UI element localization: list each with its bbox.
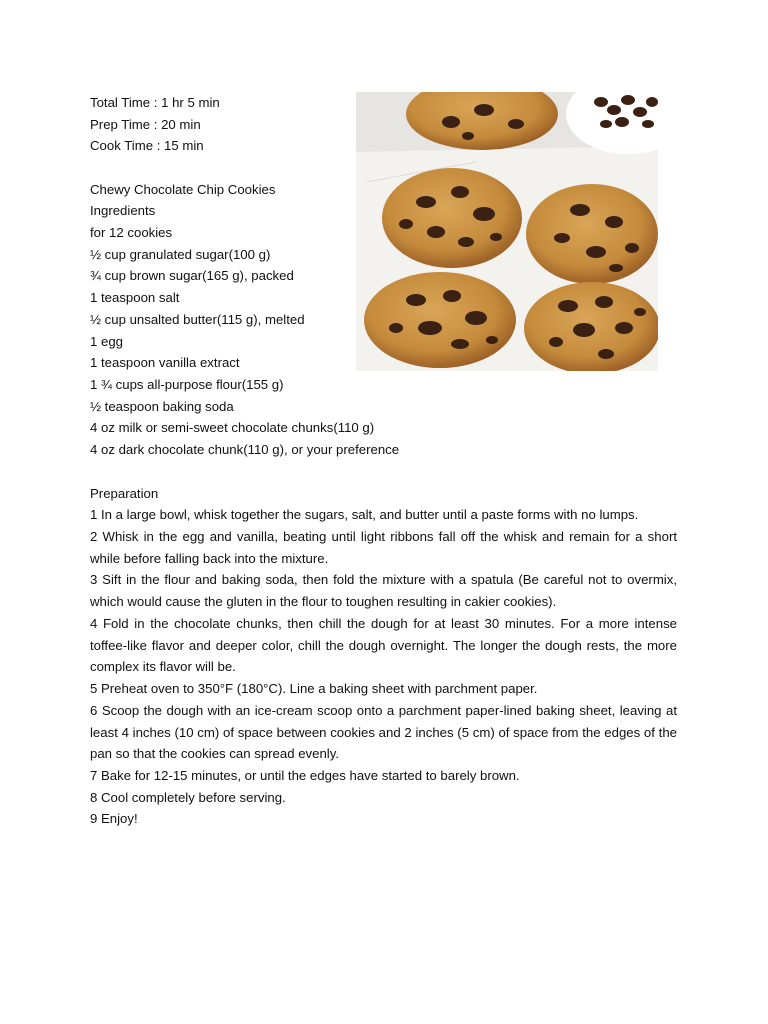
- cookie: [364, 272, 516, 368]
- cook-time: Cook Time : 15 min: [90, 138, 204, 153]
- ingredient-item: 1 teaspoon salt: [90, 290, 180, 305]
- cookie: [524, 282, 658, 371]
- cookie: [382, 168, 522, 268]
- step-item: 5 Preheat oven to 350°F (180°C). Line a baking sheet with parchment paper.: [90, 681, 538, 696]
- ingredient-item: 1 ¾ cups all-purpose flour(155 g): [90, 377, 284, 392]
- total-time: Total Time : 1 hr 5 min: [90, 95, 220, 110]
- step-item: 1 In a large bowl, whisk together the sugars, salt, and butter until a paste forms with no lumps.: [90, 507, 639, 522]
- cookie: [526, 184, 658, 284]
- preparation-heading: Preparation: [90, 486, 159, 501]
- step-item: 8 Cool completely before serving.: [90, 790, 286, 805]
- recipe-title: Chewy Chocolate Chip Cookies: [90, 182, 276, 197]
- step-item: 7 Bake for 12-15 minutes, or until the edges have started to barely brown.: [90, 768, 520, 783]
- ingredients-heading: Ingredients: [90, 203, 156, 218]
- ingredient-item: ½ cup granulated sugar(100 g): [90, 247, 271, 262]
- ingredient-item: 1 egg: [90, 334, 124, 349]
- cookies-illustration: [356, 92, 658, 371]
- step-item: 3 Sift in the flour and baking soda, then fold the mixture with a spatula (Be careful not to overmix, which would cause the gluten in the flour to toughen resulting in cakier cookies).: [90, 572, 677, 609]
- ingredient-item: 4 oz dark chocolate chunk(110 g), or your preference: [90, 442, 400, 457]
- step-item: 9 Enjoy!: [90, 811, 138, 826]
- servings: for 12 cookies: [90, 225, 173, 240]
- ingredient-item: ½ cup unsalted butter(115 g), melted: [90, 312, 305, 327]
- step-item: 6 Scoop the dough with an ice-cream scoop onto a parchment paper-lined baking sheet, leaving at least 4 inches (10 cm) of space between cookies and 2 inches (5 cm) of space from the edges of the pan so that the cookies can spread evenly.: [90, 703, 677, 762]
- cookies-photo: [356, 92, 658, 371]
- ingredient-item: 1 teaspoon vanilla extract: [90, 355, 240, 370]
- step-item: 4 Fold in the chocolate chunks, then chill the dough for at least 30 minutes. For a more intense toffee-like flavor and deeper color, chill the dough overnight. The longer the dough rests, the more complex its flavor will be.: [90, 616, 677, 675]
- step-item: 2 Whisk in the egg and vanilla, beating until light ribbons fall off the whisk and remain for a short while before falling back into the mixture.: [90, 529, 677, 566]
- prep-time: Prep Time : 20 min: [90, 117, 201, 132]
- ingredient-item: ¾ cup brown sugar(165 g), packed: [90, 268, 294, 283]
- ingredient-item: 4 oz milk or semi-sweet chocolate chunks(110 g): [90, 420, 375, 435]
- ingredient-item: ½ teaspoon baking soda: [90, 399, 234, 414]
